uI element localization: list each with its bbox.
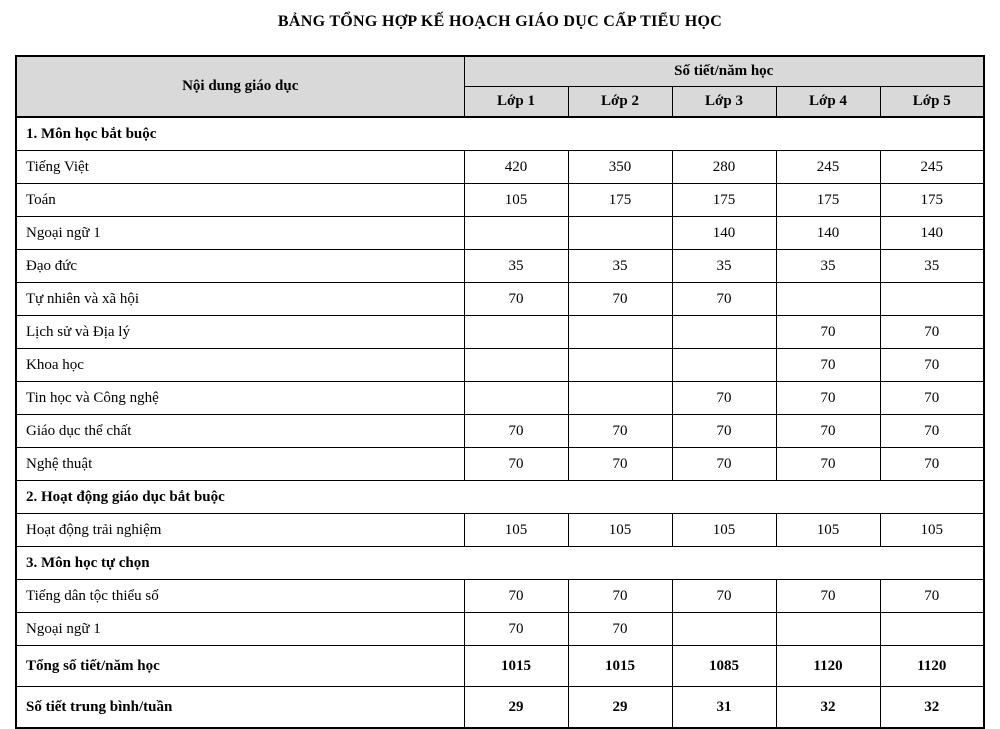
cell-value: 140	[672, 217, 776, 250]
cell-value: 70	[880, 448, 984, 481]
table-row	[16, 415, 984, 448]
cell-value: 1015	[568, 646, 672, 687]
row-label: Tổng số tiết/năm học	[16, 646, 464, 687]
cell-value: 70	[568, 283, 672, 316]
cell-value: 70	[464, 283, 568, 316]
cell-value: 70	[880, 415, 984, 448]
cell-value: 1085	[672, 646, 776, 687]
table-header	[16, 56, 984, 117]
cell-value: 70	[776, 415, 880, 448]
row-label: Lịch sử và Địa lý	[16, 316, 464, 349]
header-grade-column: Lớp 3	[672, 87, 776, 118]
cell-value	[672, 316, 776, 349]
row-label: Tin học và Công nghệ	[16, 382, 464, 415]
cell-value	[672, 613, 776, 646]
cell-value	[568, 217, 672, 250]
cell-value: 70	[568, 613, 672, 646]
table-row	[16, 687, 984, 729]
cell-value: 70	[464, 415, 568, 448]
cell-value: 35	[672, 250, 776, 283]
cell-value: 29	[464, 687, 568, 729]
cell-value: 175	[776, 184, 880, 217]
cell-value	[464, 349, 568, 382]
cell-value: 140	[776, 217, 880, 250]
row-label: Tiếng Việt	[16, 151, 464, 184]
cell-value: 70	[776, 448, 880, 481]
table-row	[16, 316, 984, 349]
cell-value: 245	[880, 151, 984, 184]
cell-value: 70	[672, 283, 776, 316]
cell-value: 105	[464, 184, 568, 217]
cell-value	[464, 316, 568, 349]
row-label: Hoạt động trải nghiệm	[16, 514, 464, 547]
section-label: 3. Môn học tự chọn	[16, 547, 984, 580]
cell-value: 245	[776, 151, 880, 184]
cell-value: 105	[568, 514, 672, 547]
header-content-column: Nội dung giáo dục	[16, 56, 464, 117]
cell-value: 350	[568, 151, 672, 184]
cell-value: 32	[880, 687, 984, 729]
cell-value: 105	[880, 514, 984, 547]
cell-value	[568, 382, 672, 415]
cell-value	[464, 217, 568, 250]
cell-value: 70	[568, 580, 672, 613]
table-row	[16, 514, 984, 547]
cell-value	[568, 349, 672, 382]
cell-value: 70	[880, 349, 984, 382]
cell-value: 140	[880, 217, 984, 250]
cell-value: 1120	[776, 646, 880, 687]
row-label: Ngoại ngữ 1	[16, 217, 464, 250]
table-row	[16, 250, 984, 283]
table-row	[16, 613, 984, 646]
cell-value	[880, 613, 984, 646]
row-label: Nghệ thuật	[16, 448, 464, 481]
section-row	[16, 547, 984, 580]
cell-value: 70	[672, 448, 776, 481]
cell-value: 70	[776, 580, 880, 613]
education-plan-table	[15, 55, 985, 729]
cell-value: 420	[464, 151, 568, 184]
cell-value: 70	[672, 580, 776, 613]
row-label: Đạo đức	[16, 250, 464, 283]
section-row	[16, 117, 984, 151]
table-body	[16, 117, 984, 728]
header-grade-column: Lớp 5	[880, 87, 984, 118]
cell-value	[672, 349, 776, 382]
table-row	[16, 283, 984, 316]
section-label: 1. Môn học bắt buộc	[16, 117, 984, 151]
table-row	[16, 646, 984, 687]
cell-value: 35	[776, 250, 880, 283]
row-label: Toán	[16, 184, 464, 217]
cell-value: 105	[672, 514, 776, 547]
header-row-group	[16, 56, 984, 87]
cell-value: 70	[464, 613, 568, 646]
row-label: Tự nhiên và xã hội	[16, 283, 464, 316]
cell-value: 70	[672, 415, 776, 448]
row-label: Giáo dục thể chất	[16, 415, 464, 448]
cell-value: 31	[672, 687, 776, 729]
cell-value: 32	[776, 687, 880, 729]
cell-value: 70	[880, 580, 984, 613]
cell-value: 70	[776, 382, 880, 415]
cell-value: 70	[880, 382, 984, 415]
row-label: Số tiết trung bình/tuần	[16, 687, 464, 729]
cell-value: 175	[880, 184, 984, 217]
cell-value: 70	[464, 448, 568, 481]
table-row	[16, 448, 984, 481]
cell-value: 175	[672, 184, 776, 217]
cell-value: 105	[776, 514, 880, 547]
table-row	[16, 151, 984, 184]
section-label: 2. Hoạt động giáo dục bắt buộc	[16, 481, 984, 514]
table-row	[16, 217, 984, 250]
cell-value: 175	[568, 184, 672, 217]
row-label: Ngoại ngữ 1	[16, 613, 464, 646]
row-label: Tiếng dân tộc thiểu số	[16, 580, 464, 613]
cell-value: 1120	[880, 646, 984, 687]
cell-value	[776, 613, 880, 646]
page-title: BẢNG TỔNG HỢP KẾ HOẠCH GIÁO DỤC CẤP TIỂU HỌC	[277, 13, 723, 30]
cell-value: 29	[568, 687, 672, 729]
cell-value: 105	[464, 514, 568, 547]
section-row	[16, 481, 984, 514]
cell-value: 35	[880, 250, 984, 283]
cell-value	[776, 283, 880, 316]
cell-value: 35	[464, 250, 568, 283]
table-row	[16, 184, 984, 217]
cell-value: 70	[672, 382, 776, 415]
cell-value	[880, 283, 984, 316]
cell-value: 280	[672, 151, 776, 184]
table-row	[16, 382, 984, 415]
cell-value: 35	[568, 250, 672, 283]
cell-value: 70	[568, 448, 672, 481]
row-label: Khoa học	[16, 349, 464, 382]
cell-value: 70	[880, 316, 984, 349]
cell-value: 70	[464, 580, 568, 613]
header-periods-group: Số tiết/năm học	[464, 56, 984, 87]
header-grade-column: Lớp 4	[776, 87, 880, 118]
cell-value: 1015	[464, 646, 568, 687]
table-row	[16, 349, 984, 382]
header-grade-column: Lớp 2	[568, 87, 672, 118]
table-row	[16, 580, 984, 613]
cell-value: 70	[568, 415, 672, 448]
cell-value	[568, 316, 672, 349]
header-grade-column: Lớp 1	[464, 87, 568, 118]
cell-value: 70	[776, 316, 880, 349]
cell-value	[464, 382, 568, 415]
cell-value: 70	[776, 349, 880, 382]
